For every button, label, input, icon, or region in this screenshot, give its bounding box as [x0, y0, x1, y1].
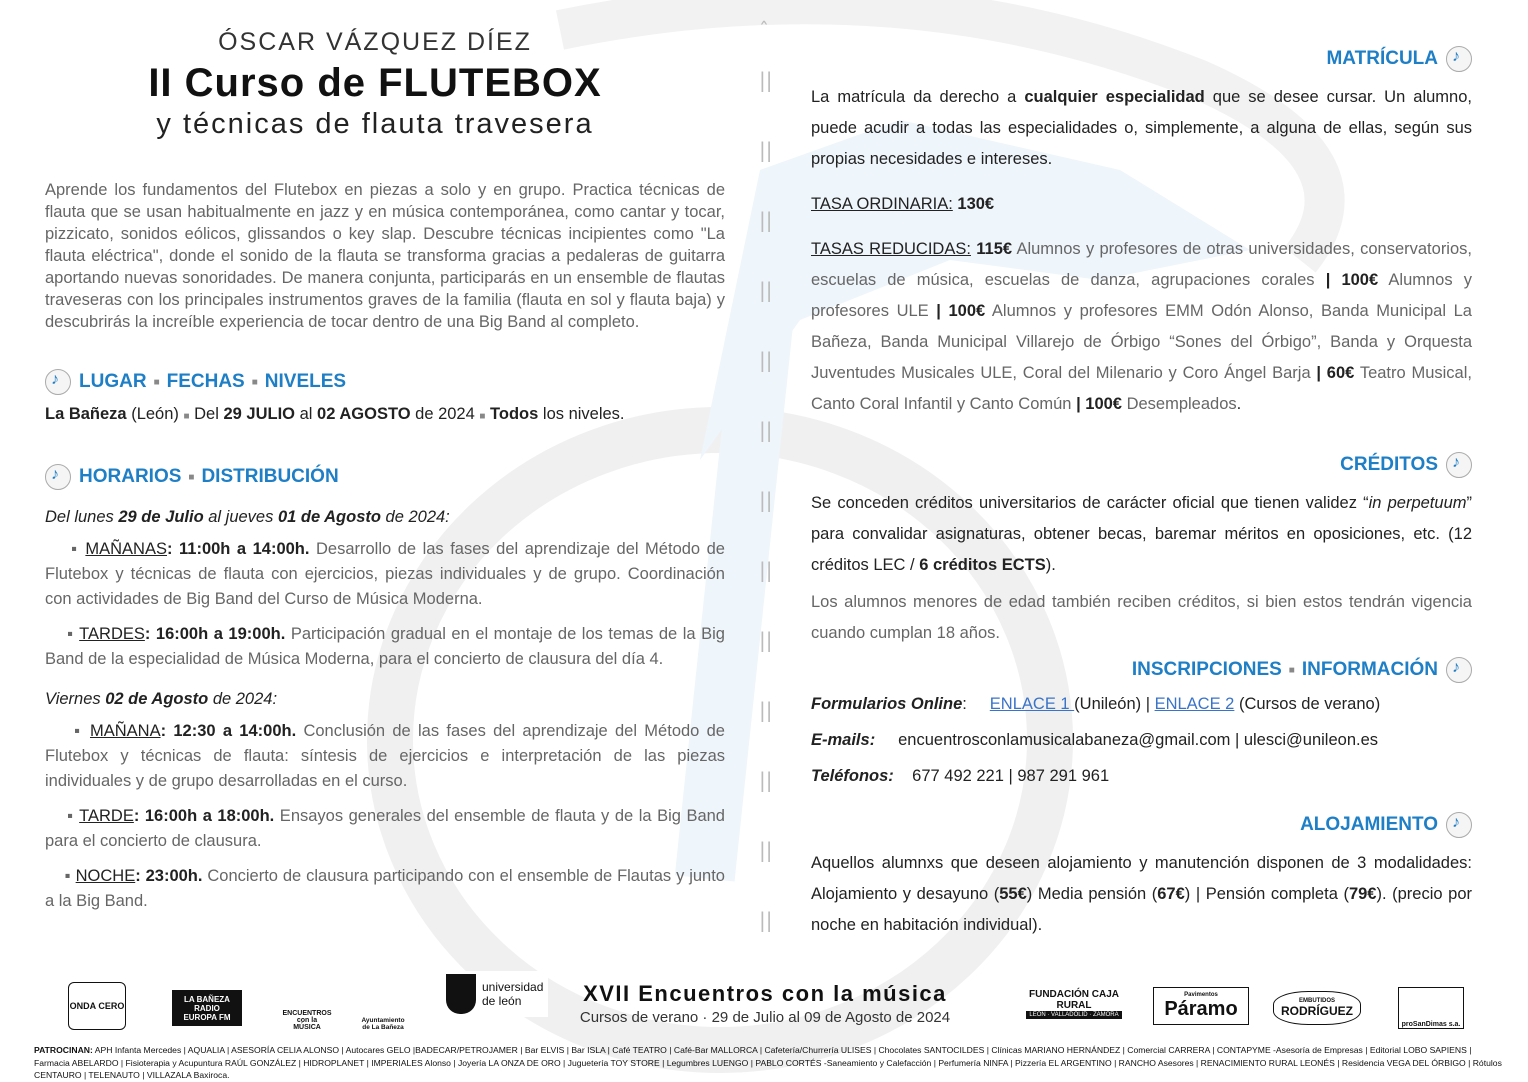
tasa-ordinaria: TASA ORDINARIA: 130€ [811, 195, 995, 213]
course-subtitle: y técnicas de flauta travesera [156, 108, 594, 140]
music-note-icon [1446, 452, 1472, 478]
music-note-icon [45, 369, 71, 395]
forms-row: Formularios Online: ENLACE 1 (Unileón) | ENLACE 2 (Cursos de verano) [811, 695, 1381, 713]
schedule-item: ▪ TARDES: 16:00h a 19:00h. Participación gradual en el montaje de los temas de la Big Band de la especialidad de Música Moderna, para el concierto de clausura del día 4. [45, 625, 725, 668]
phones-row: Teléfonos: 677 492 221 | 987 291 961 [811, 767, 1110, 785]
left-column [45, 28, 725, 914]
creditos-heading: CRÉDITOS ♪ [811, 452, 1472, 478]
period-1-heading: Del lunes 29 de Julio al jueves 01 de Agosto de 2024: [45, 508, 450, 526]
lugar-details: La Bañeza (León) ■ Del 29 JULIO al 02 AGOSTO de 2024 ■ Todos los niveles. [45, 405, 625, 423]
caja-rural-logo: FUNDACIÓN CAJA RURAL LEÓN · VALLADOLID · ZAMORA [1025, 983, 1123, 1025]
period-2-heading: Viernes 02 de Agosto de 2024: [45, 690, 278, 708]
schedule-item: ▪ MAÑANAS: 11:00h a 14:00h. Desarrollo de las fases del aprendizaje del Método de Flutebox y técnicas de flauta con ejercicios, piezas individuales y de grupo. Coordinación con actividades de Big Band del Curso de Música Moderna. [45, 540, 725, 608]
music-note-icon [1446, 657, 1472, 683]
onda-cero-logo: ONDA CERO [68, 982, 126, 1030]
shield-icon [446, 974, 476, 1014]
footer [0, 955, 1528, 1080]
matricula-heading: MATRÍCULA ♪ [811, 46, 1472, 72]
course-title: II Curso de FLUTEBOX [148, 61, 602, 105]
email-1[interactable]: encuentrosconlamusicalabaneza@gmail.com [898, 731, 1231, 749]
course-description: Aprende los fundamentos del Flutebox en piezas a solo y en grupo. Practica técnicas de flauta que se usan habitualmente en jazz y en música contemporánea, como cantar y tocar, pizzicato, sonidos eólicos, glissandos o key slap. Descubre técnicas incipientes como "La flauta eléctrica", donde el sonido de la flauta se transforma gracias a pedaleras de guitarra aportando nuevas sonoridades. De manera conjunta, participarás en un ensemble de flautas traveseras con los principales instrumentos graves de la familia (flauta en sol y flauta baja) y descubrirás la increíble experiencia de tocar dentro de una Big Band al completo. [45, 181, 725, 331]
schedule-item: ▪ NOCHE: 23:00h. Concierto de clausura participando con el ensemble de Flautas y junto a la Big Band. [45, 867, 725, 910]
encuentros-logo: ENCUENTROS con la MÚSICA [285, 963, 329, 1031]
enlace-1-link[interactable]: ENLACE 1 [989, 695, 1075, 713]
tasas-reducidas: TASAS REDUCIDAS: 115€ Alumnos y profesores de otras universidades, conservatorios, escuelas de música, escuelas de danza, agrupaciones corales | 100€ Alumnos y profesores ULE | 100€ Alumnos y profesores EMM Odón Alonso, Banda Municipal La Bañeza, Banda Municipal Villarejo de Órbigo “Sones del Órbigo”, Banda y Orquesta Juventudes Musicales ULE, Coral del Milenario y Coro Ángel Barja | 60€ Teatro Musical, Canto Coral Infantil y Canto Común | 100€ Desempleados. [811, 240, 1472, 413]
music-note-icon [1446, 46, 1472, 72]
music-note-icon [1446, 812, 1472, 838]
alojamiento-text: Aquellos alumnxs que deseen alojamiento y manutención disponen de 3 modalidades: Alojamiento y desayuno (55€) Media pensión (67€) | Pensión completa (79€). (precio por noche en habitación individual). [811, 854, 1472, 934]
paramo-logo: Pavimentos Páramo [1153, 987, 1249, 1025]
creditos-note: Los alumnos menores de edad también reciben créditos, si bien estos tendrán vigencia cuando cumplan 18 años. [811, 593, 1472, 642]
universidad-leon-logo: universidad de león [442, 971, 548, 1017]
encuentros-dates: Cursos de verano · 29 de Julio al 09 de Agosto de 2024 [579, 1009, 951, 1026]
emails-row: E-mails: encuentrosconlamusicalabaneza@gmail.com | ulesci@unileon.es [811, 731, 1379, 749]
sponsors-list: PATROCINAN: APH Infanta Mercedes | AQUALIA | ASESORÍA CELIA ALONSO | Autocares GELO |BADECAR/PETROJAMER | Bar ELVIS | Bar ISLA | Café TEATRO | Café-Bar MALLORCA | Cafetería/Churrería ULISES | Chocolates SANTOCILDES | Clínicas MARIANO HERNÁNDEZ | Comercial CARRERA | CONTAPYME -Asesoría de Empresas | Editorial LOBO SAPIENS | Farmacia ABELARDO | Fisioterapia y Acupuntura RAÚL GONZÁLEZ | HIDROPLANET | IMPERIALES Alonso | Joyería LA ONZA DE ORO | Juguetería TOY STORE | Legumbres LUENGO | PABLO CORTÉS -Saneamiento y Calefacción | Perfumería NINFA | Pizzería EL ARGENTINO | RANCHO Asesores | RENACIMIENTO RURAL LEONÉS | Residencia VEGA DEL ÓRBIGO | Rótulos CENTAURO | TELENAUTO | VILLAZALA Baxiroca. [34, 1045, 1502, 1080]
ayuntamiento-logo: Ayuntamiento de La Bañeza [363, 965, 403, 1031]
schedule-item: ▪ TARDE: 16:00h a 18:00h. Ensayos generales del ensemble de flauta y de la Big Band para el concierto de clausura. [45, 807, 725, 850]
encuentros-title: XVII Encuentros con la música [583, 981, 947, 1006]
music-note-icon [45, 464, 71, 490]
horarios-heading: ♪ HORARIOS ■ DISTRIBUCIÓN [45, 464, 725, 490]
column-divider: ˆ || || || || || || || || || || || || || [759, 18, 773, 932]
schedule-item: ▪ MAÑANA: 12:30 a 14:00h. Conclusión de las fases del aprendizaje del Método de Flutebox y técnicas de flauta: síntesis de ejercicios e interpretación de las piezas individuales y de grupo desarrolladas en el curso. [45, 722, 725, 790]
enlace-2-link[interactable]: ENLACE 2 [1154, 695, 1235, 713]
inscripciones-heading: INSCRIPCIONES ■ INFORMACIÓN ♪ [811, 657, 1472, 683]
creditos-text: Se conceden créditos universitarios de carácter oficial que tienen validez “in perpetuum” para convalidar asignaturas, obtener becas, baremar méritos en oposiciones, etc. (12 créditos LEC / 6 créditos ECTS). [811, 494, 1472, 574]
alojamiento-heading: ALOJAMIENTO ♪ [811, 812, 1472, 838]
footer-center [545, 981, 985, 1026]
matricula-text: La matrícula da derecho a cualquier especialidad que se desee cursar. Un alumno, puede acudir a todas las especialidades o, simplemente, a alguna de ellas, según sus propias necesidades e intereses. [811, 88, 1472, 168]
email-2[interactable]: ulesci@unileon.es [1243, 731, 1379, 749]
author-name: ÓSCAR VÁZQUEZ DÍEZ [218, 28, 532, 56]
prosandimas-logo: proSanDimas s.a. [1398, 987, 1464, 1029]
radio-europa-logo: LA BAÑEZA RADIO EUROPA FM [172, 990, 242, 1026]
right-column [811, 46, 1472, 941]
rodriguez-logo: EMBUTIDOS RODRÍGUEZ [1273, 991, 1361, 1025]
lugar-heading: ♪ LUGAR ■ FECHAS ■ NIVELES [45, 369, 725, 395]
